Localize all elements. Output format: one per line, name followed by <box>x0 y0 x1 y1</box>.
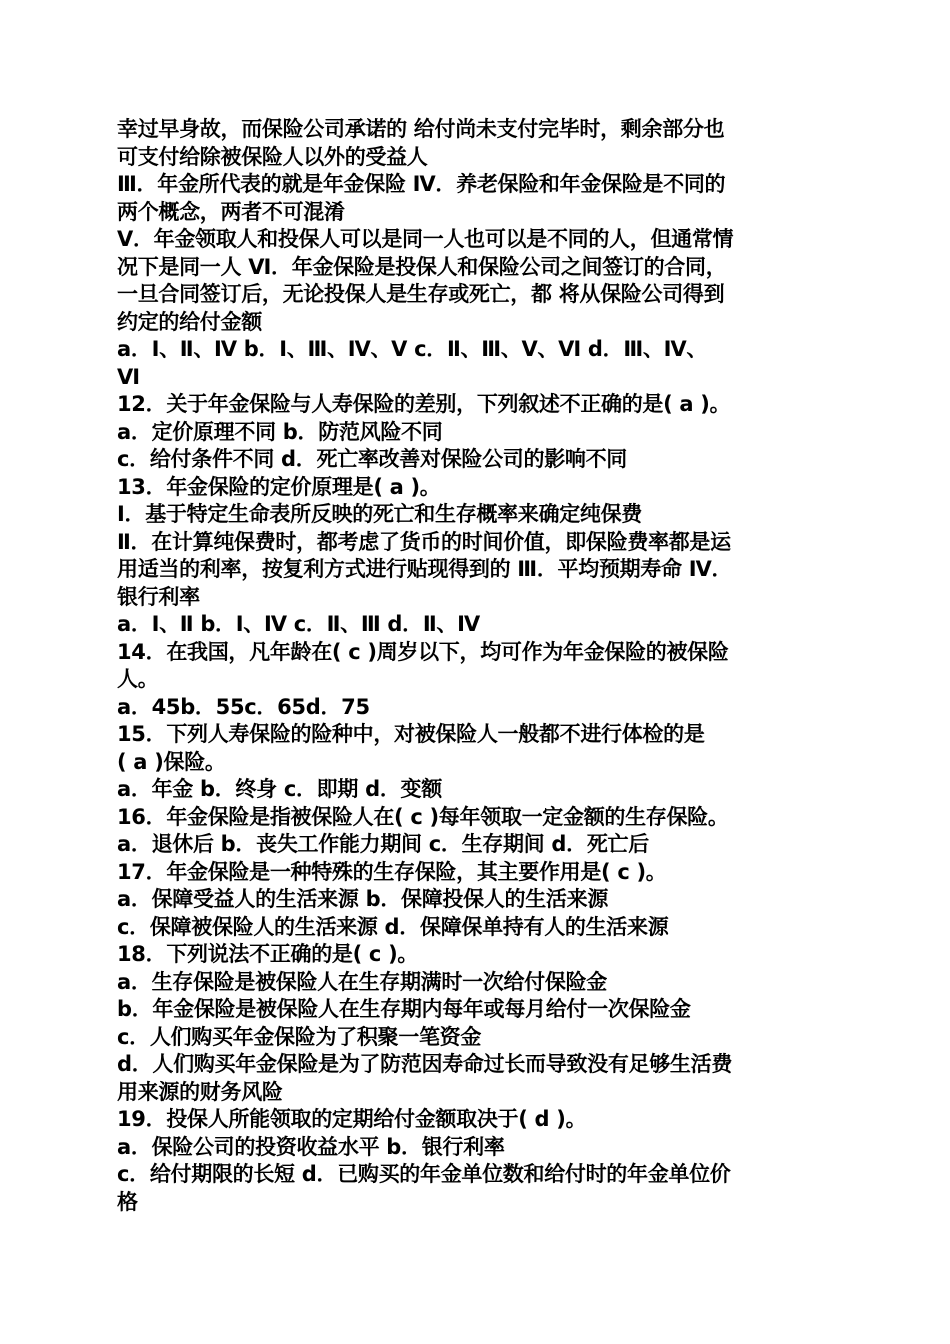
text-line: Ⅰ．基于特定生命表所反映的死亡和生存概率来确定纯保费 <box>117 502 643 526</box>
text-line: 14．在我国，凡年龄在( c )周岁以下，均可作为年金保险的被保险 <box>117 639 729 664</box>
text-line: 幸过早身故，而保险公司承诺的 给付尚未支付完毕时，剩余部分也 <box>117 117 725 141</box>
text-line: 16．年金保险是指被保险人在( c )每年领取一定金额的生存保险。 <box>117 804 729 829</box>
text-line: 格 <box>117 1189 138 1214</box>
text-line: b．年金保险是被保险人在生存期内每年或每月给付一次保险金 <box>117 997 691 1021</box>
text-line: a．Ⅰ、Ⅱ、Ⅳ b．Ⅰ、Ⅲ、Ⅳ、Ⅴ c．Ⅱ、Ⅲ、Ⅴ、Ⅵ d．Ⅲ、Ⅳ、 <box>117 337 708 361</box>
text-line: a．45b．55c．65d．75 <box>117 694 370 719</box>
text-line: a．保障受益人的生活来源 b．保障投保人的生活来源 <box>117 887 609 911</box>
document-body <box>117 116 842 1216</box>
text-line: d．人们购买年金保险是为了防范因寿命过长而导致没有足够生活费 <box>117 1052 733 1076</box>
text-line: 18．下列说法不正确的是( c )。 <box>117 942 419 966</box>
text-line: c．保障被保险人的生活来源 d．保障保单持有人的生活来源 <box>117 914 669 939</box>
text-line: 17．年金保险是一种特殊的生存保险，其主要作用是( c )。 <box>117 859 667 884</box>
text-line: 用来源的财务风险 <box>117 1079 283 1104</box>
text-line: 用适当的利率，按复利方式进行贴现得到的 Ⅲ．平均预期寿命 Ⅳ． <box>117 557 733 581</box>
text-line: 15．下列人寿保险的险种中，对被保险人一般都不进行体检的是 <box>117 722 705 746</box>
text-line: c．人们购买年金保险为了积聚一笔资金 <box>117 1024 482 1049</box>
text-line: a．生存保险是被保险人在生存期满时一次给付保险金 <box>117 969 607 994</box>
text-line: Ⅴ．年金领取人和投保人可以是同一人也可以是不同的人，但通常情 <box>117 227 734 251</box>
text-line: 人。 <box>117 667 159 691</box>
text-line: c．给付期限的长短 d．已购买的年金单位数和给付时的年金单位价 <box>117 1162 731 1186</box>
text-line: a．退休后 b．丧失工作能力期间 c．生存期间 d．死亡后 <box>117 832 649 856</box>
text-line: a．保险公司的投资收益水平 b．银行利率 <box>117 1134 505 1159</box>
text-line: 一旦合同签订后，无论投保人是生存或死亡，都 将从保险公司得到 <box>117 282 725 306</box>
text-line: 19．投保人所能领取的定期给付金额取决于( d )。 <box>117 1107 587 1131</box>
text-line: c．给付条件不同 d．死亡率改善对保险公司的影响不同 <box>117 447 627 471</box>
text-line: ( a )保险。 <box>117 749 226 774</box>
text-line: Ⅱ．在计算纯保费时，都考虑了货币的时间价值，即保险费率都是运 <box>117 529 731 554</box>
text-line: 两个概念，两者不可混淆 <box>117 199 345 224</box>
text-line: a．Ⅰ、Ⅱ b．Ⅰ、Ⅳ c．Ⅱ、Ⅲ d．Ⅱ、Ⅳ <box>117 612 480 636</box>
text-line: 13．年金保险的定价原理是( a )。 <box>117 474 441 499</box>
text-line: 况下是同一人 Ⅵ．年金保险是投保人和保险公司之间签订的合同， <box>117 254 727 279</box>
text-line: 银行利率 <box>117 584 200 609</box>
text-line: Ⅵ <box>117 364 140 389</box>
text-line: 可支付给除被保险人以外的受益人 <box>117 144 428 169</box>
text-line: 12．关于年金保险与人寿保险的差别，下列叙述不正确的是( a )。 <box>117 392 731 416</box>
text-line: 约定的给付金额 <box>117 309 262 334</box>
text-line: Ⅲ．年金所代表的就是年金保险 Ⅳ．养老保险和年金保险是不同的 <box>117 172 726 196</box>
text-line: a．年金 b．终身 c．即期 d．变额 <box>117 777 442 801</box>
text-line: a．定价原理不同 b．防范风险不同 <box>117 419 443 444</box>
